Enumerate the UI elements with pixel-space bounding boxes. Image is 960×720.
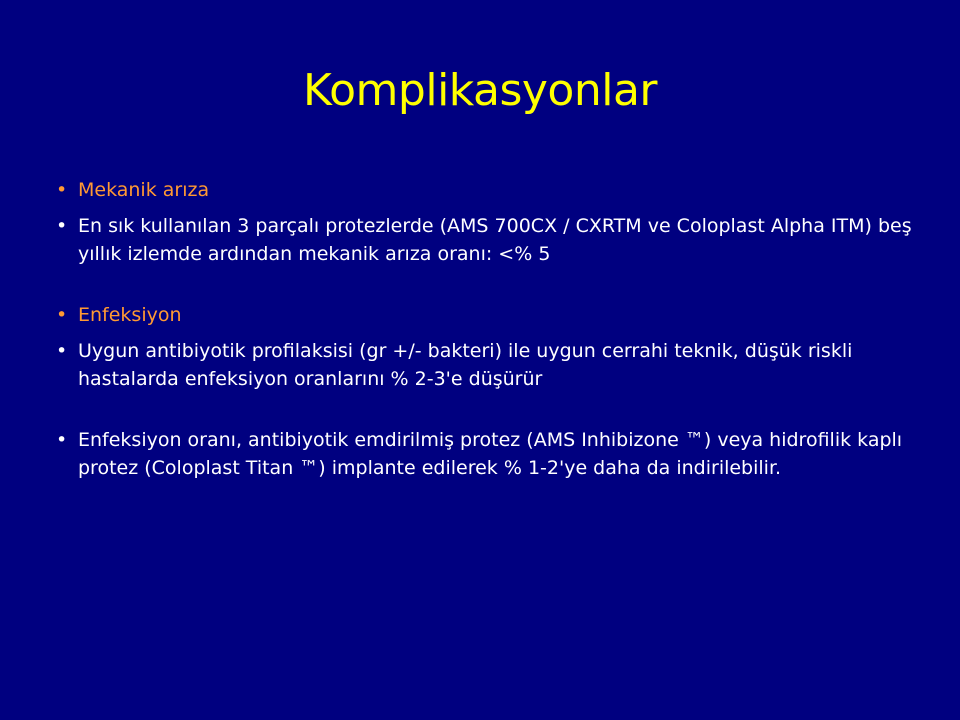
slide-title: Komplikasyonlar	[302, 65, 658, 116]
bullet-icon: •	[56, 215, 68, 237]
bullet-icon: •	[56, 340, 68, 362]
bullet-text: Enfeksiyon	[78, 304, 182, 326]
bullet-item-enfeksiyon-orani	[56, 426, 916, 482]
bullet-item-profilaksi	[56, 337, 916, 393]
bullet-list	[56, 176, 916, 482]
bullet-icon: •	[56, 179, 68, 201]
bullet-text: Mekanik arıza	[78, 179, 210, 201]
bullet-text: Uygun antibiyotik profilaksisi (gr +/- bakteri) ile uygun cerrahi teknik, düşük riskli hastalarda enfeksiyon oranlarını % 2-3'e düşürür	[78, 340, 853, 390]
bullet-icon: •	[56, 304, 68, 326]
bullet-text: En sık kullanılan 3 parçalı protezlerde (AMS 700CX / CXRTM ve Coloplast Alpha ITM) beş yıllık izlemde ardından mekanik arıza oranı: <% 5	[78, 215, 912, 265]
bullet-text: Enfeksiyon oranı, antibiyotik emdirilmiş protez (AMS Inhibizone ™) veya hidrofilik kaplı protez (Coloplast Titan ™) implante edilerek % 1-2'ye daha da indirilebilir.	[78, 429, 903, 479]
bullet-icon: •	[56, 429, 68, 451]
bullet-item-enfeksiyon	[56, 301, 916, 329]
bullet-item-mekanik-detail	[56, 212, 916, 268]
bullet-item-mekanik-ariza	[56, 176, 916, 204]
